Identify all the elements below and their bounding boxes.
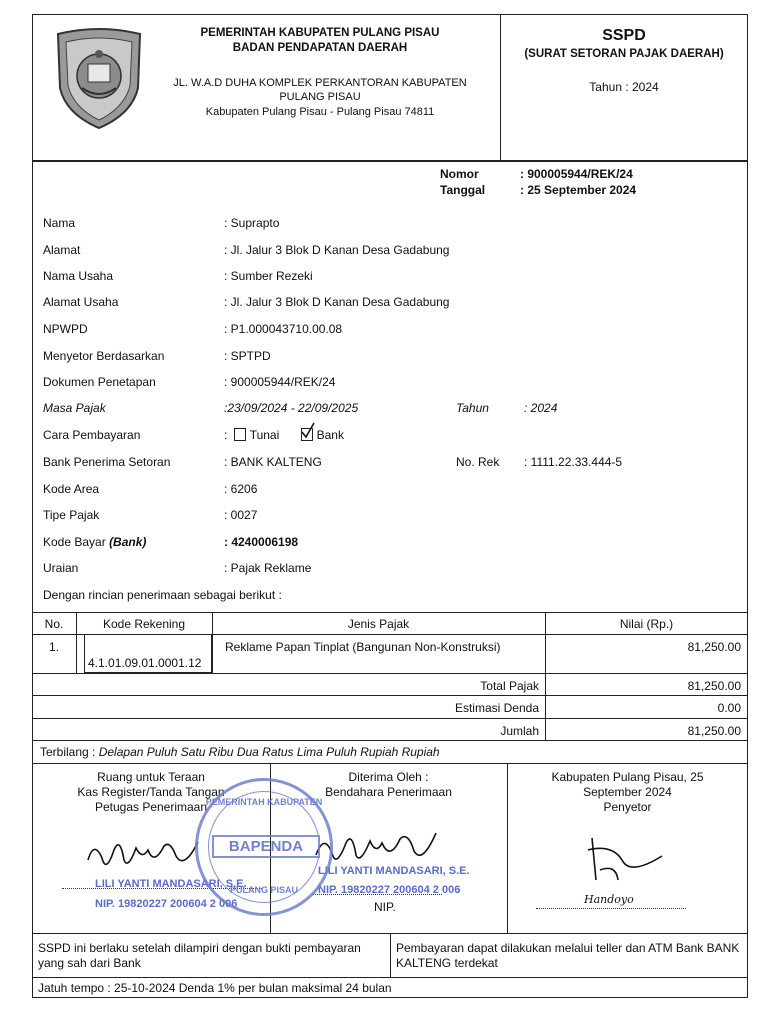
table-row-kode: 4.1.01.09.01.0001.12	[88, 656, 202, 670]
jumlah-line	[32, 740, 748, 741]
bapenda-stamp	[195, 778, 333, 916]
th-nilai: Nilai (Rp.)	[619, 617, 674, 631]
left-line2: Kas Register/Tanda Tangan	[77, 785, 225, 799]
field-label-nama-usaha: Nama Usaha	[43, 269, 114, 283]
address-line2: PULANG PISAU	[279, 91, 361, 103]
terbilang	[40, 745, 440, 759]
cara-pembayaran-label: Cara Pembayaran	[43, 428, 141, 442]
tunai-checkbox[interactable]	[234, 428, 246, 441]
bank-label-field: Bank Penerima Setoran	[43, 455, 171, 469]
left-name: LILI YANTI MANDASARI, S.E.	[95, 878, 247, 890]
left-line3: Petugas Penerimaan	[94, 800, 208, 814]
rek-value: : 1111.22.33.444-5	[524, 455, 623, 469]
th-no: No.	[44, 617, 64, 631]
right-sign-name: Handoyo	[584, 893, 634, 906]
notes-bottom-line	[32, 977, 748, 978]
masa-pajak-label: Masa Pajak	[43, 401, 106, 415]
kode-area-value: : 6206	[224, 482, 258, 496]
mid-name: LILI YANTI MANDASARI, S.E.	[318, 865, 470, 877]
stamp-ring-top: PEMERINTAH KABUPATEN	[205, 797, 323, 807]
mid-nip-label: NIP.	[374, 900, 396, 914]
doc-name: (SURAT SETORAN PAJAK DAERAH)	[524, 48, 724, 60]
stamp-ring-bottom: PULANG PISAU	[229, 885, 298, 895]
field-label-nama: Nama	[43, 216, 76, 230]
table-row-no: 1.	[48, 640, 59, 654]
field-label-dokumen: Dokumen Penetapan	[43, 375, 156, 389]
tahun-label: Tahun	[456, 401, 489, 415]
left-line1: Ruang untuk Teraan	[97, 770, 205, 784]
field-value-alamat-usaha: : Jl. Jalur 3 Blok D Kanan Desa Gadabung	[224, 295, 450, 309]
denda-line	[32, 718, 748, 719]
col-line-3	[545, 612, 546, 740]
rincian-intro: Dengan rincian penerimaan sebagai berikut :	[43, 588, 282, 602]
footer-due: Jatuh tempo : 25-10-2024 Denda 1% per bulan maksimal 24 bulan	[38, 981, 392, 995]
field-value-nama: : Suprapto	[224, 216, 280, 230]
rek-label: No. Rek	[456, 455, 500, 469]
field-value-nama-usaha: : Sumber Rezeki	[224, 269, 313, 283]
field-label-alamat: Alamat	[43, 243, 81, 257]
uraian-value: : Pajak Reklame	[224, 561, 312, 575]
kode-bayar-value: : 4240006198	[224, 535, 299, 549]
mid-line2: Bendahara Penerimaan	[325, 785, 452, 799]
kode-bayar-label	[43, 535, 146, 549]
kode-area-label: Kode Area	[43, 482, 100, 496]
kode-bayar-label-text: Kode Bayar	[43, 535, 106, 549]
right-line1: Kabupaten Pulang Pisau, 25	[551, 770, 704, 784]
mid-nip: NIP. 19820227 200604 2 006	[318, 884, 461, 896]
regency-logo	[52, 26, 146, 130]
field-label-menyetor: Menyetor Berdasarkan	[43, 349, 165, 363]
terbilang-value: Delapan Puluh Satu Ribu Dua Ratus Lima Puluh Rupiah Rupiah	[98, 745, 440, 759]
field-value-alamat: : Jl. Jalur 3 Blok D Kanan Desa Gadabung	[224, 243, 450, 257]
tipe-pajak-value: : 0027	[224, 508, 258, 522]
cara-colon: :	[224, 428, 228, 442]
right-line3: Penyetor	[603, 800, 652, 814]
table-row-nilai: 81,250.00	[687, 640, 741, 654]
note-right: Pembayaran dapat dilakukan melalui teller dan ATM Bank BANK KALTENG terdekat	[396, 941, 740, 970]
estimasi-denda-label: Estimasi Denda	[454, 701, 539, 715]
table-row-jenis: Reklame Papan Tinplat (Bangunan Non-Konstruksi)	[225, 640, 501, 654]
address-line1: JL. W.A.D DUHA KOMPLEK PERKANTORAN KABUPATEN	[173, 77, 467, 89]
th-kode: Kode Rekening	[102, 617, 186, 631]
note-left: SSPD ini berlaku setelah dilampiri dengan bukti pembayaran yang sah dari Bank	[38, 941, 361, 970]
estimasi-denda-value: 0.00	[717, 701, 741, 715]
field-label-npwpd: NPWPD	[43, 322, 88, 336]
jumlah-value: 81,250.00	[687, 724, 741, 738]
stamp-center: BAPENDA	[212, 835, 320, 858]
total-line	[32, 695, 748, 696]
doc-code: SSPD	[602, 27, 646, 44]
uraian-label: Uraian	[43, 561, 79, 575]
field-label-alamat-usaha: Alamat Usaha	[43, 295, 119, 309]
tunai-label: Tunai	[249, 428, 280, 442]
right-line2: September 2024	[583, 785, 672, 799]
left-signature	[84, 830, 204, 885]
tanggal-value: : 25 September 2024	[520, 183, 637, 197]
mid-line1: Diterima Oleh :	[348, 770, 429, 784]
tanggal-label: Tanggal	[440, 183, 486, 197]
mid-dotted-line	[312, 894, 442, 895]
th-jenis: Jenis Pajak	[347, 617, 410, 631]
left-nip: NIP. 19820227 200604 2 006	[95, 898, 238, 910]
nomor-value: : 900005944/REK/24	[520, 167, 633, 181]
total-pajak-value: 81,250.00	[687, 679, 741, 693]
tahun-value: : 2024	[524, 401, 558, 415]
address-line3: Kabupaten Pulang Pisau - Pulang Pisau 74811	[205, 106, 435, 118]
bank-checkbox[interactable]	[301, 428, 313, 441]
gov-line1: PEMERINTAH KABUPATEN PULANG PISAU	[200, 27, 440, 39]
field-value-dokumen: : 900005944/REK/24	[224, 375, 336, 389]
cara-pembayaran-options	[224, 428, 344, 442]
masa-pajak-value: :23/09/2024 - 22/09/2025	[224, 401, 359, 415]
field-value-npwpd: : P1.000043710.00.08	[224, 322, 343, 336]
table-row-line	[32, 673, 748, 674]
kode-bayar-label-sub: (Bank)	[109, 535, 147, 549]
notes-divider	[390, 933, 391, 977]
right-dotted-line	[536, 908, 686, 909]
total-pajak-label: Total Pajak	[480, 679, 539, 693]
jumlah-label: Jumlah	[500, 724, 539, 738]
table-top-line	[32, 612, 748, 613]
nomor-label: Nomor	[440, 167, 479, 181]
field-value-menyetor: : SPTPD	[224, 349, 271, 363]
terbilang-line	[32, 763, 748, 764]
year-text: Tahun : 2024	[589, 80, 659, 94]
terbilang-label: Terbilang :	[40, 745, 96, 759]
gov-line2: BADAN PENDAPATAN DAERAH	[232, 42, 408, 54]
bank-label: Bank	[316, 428, 344, 442]
tipe-pajak-label: Tipe Pajak	[43, 508, 100, 522]
bank-value: : BANK KALTENG	[224, 455, 322, 469]
